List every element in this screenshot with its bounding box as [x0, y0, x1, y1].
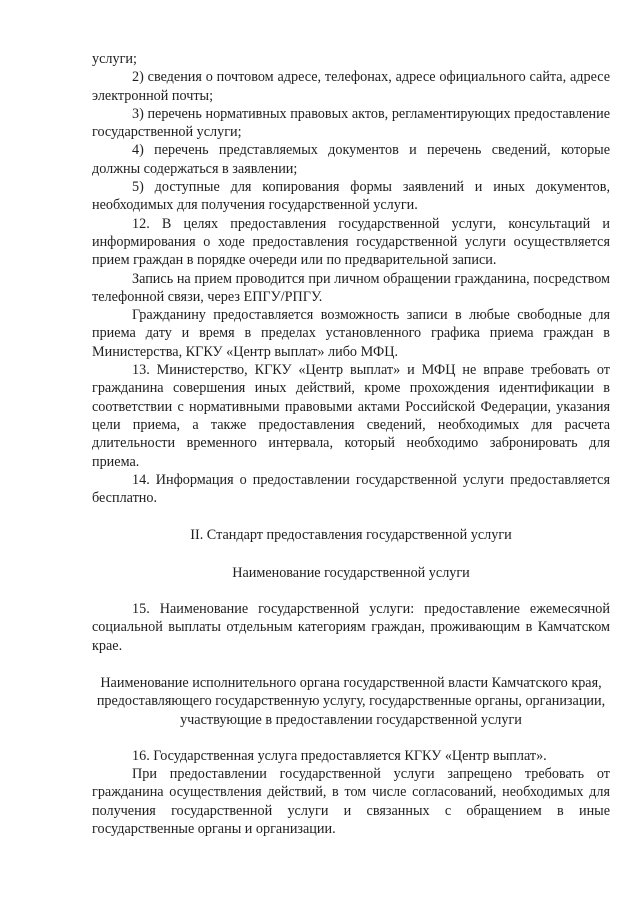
paragraph-12: 12. В целях предоставления государственной услуги, консультаций и информирования о ходе предоставления государственной услуги осуществляется прием граждан в порядке очереди или по предварительной записи. [92, 215, 610, 269]
paragraph-16-prohibition: При предоставлении государственной услуги запрещено требовать от гражданина осуществления действий, в том числе согласований, необходимых для получения государственной услуги и связанных с обращением в иные государственные органы и организации. [92, 766, 610, 837]
list-item-2: 2) сведения о почтовом адресе, телефонах, адресе официального сайта, адресе электронной почты; [92, 69, 610, 104]
paragraph-appointment: Запись на прием проводится при личном обращении гражданина, посредством телефонной связи, через ЕПГУ/РПГУ. [92, 270, 610, 305]
section-title: II. Стандарт предоставления государственной услуги [190, 527, 512, 544]
subsection-title-service-name: Наименование государственной услуги [232, 564, 470, 581]
paragraph-13: 13. Министерство, КГКУ «Центр выплат» и МФЦ не вправе требовать от гражданина совершения иных действий, кроме прохождения идентификации в соответствии с нормативными правовыми актами Российской Федерации, указания цели приема, а также предоставления сведений, необходимых для расчета длительности временного интервала, который необходимо забронировать для приема. [92, 362, 610, 470]
paragraph-continuation: услуги; [92, 51, 137, 67]
list-item-3: 3) перечень нормативных правовых актов, регламентирующих предоставление государственной услуги; [92, 105, 610, 141]
paragraph-14: 14. Информация о предоставлении государственной услуги предоставляется бесплатно. [92, 471, 610, 507]
paragraph-16: 16. Государственная услуга предоставляется КГКУ «Центр выплат». [132, 747, 547, 764]
paragraph-citizen: Гражданину предоставляется возможность записи в любые свободные для приема дату и время в пределах установленного графика приема граждан в Министерства, КГКУ «Центр выплат» либо МФЦ. [92, 307, 610, 360]
subsection-title-authority: Наименование исполнительного органа государственной власти Камчатского края, предоставляющего государственную услугу, государственные органы, организации, участвующие в предоставлении государственной услуги [96, 674, 606, 728]
list-item-5: 5) доступные для копирования формы заявлений и иных документов, необходимых для получения государственной услуги. [92, 179, 610, 214]
list-item-4: 4) перечень представляемых документов и перечень сведений, которые должны содержаться в заявлении; [92, 142, 610, 177]
paragraph-15: 15. Наименование государственной услуги: предоставление ежемесячной социальной выплаты отдельным категориям граждан, проживающим в Камчатском крае. [92, 601, 610, 654]
